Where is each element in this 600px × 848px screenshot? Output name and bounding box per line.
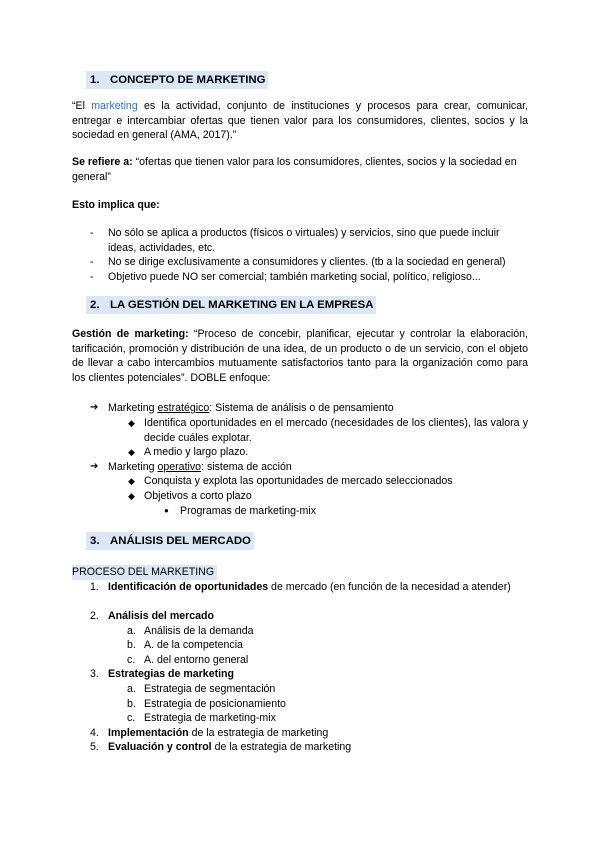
step-text	[108, 580, 530, 595]
arrow-icon: ➔	[90, 402, 99, 413]
section-1-number: 1.	[90, 74, 100, 86]
estrategico-pre: Marketing	[108, 402, 158, 414]
list-item	[128, 445, 528, 460]
step-text	[108, 726, 530, 741]
section-3-title: ANÁLISIS DEL MERCADO	[110, 535, 251, 547]
list-item	[90, 609, 530, 624]
diamond-bullet-icon: ◆	[128, 491, 135, 501]
proceso-title: PROCESO DEL MARKETING	[72, 565, 217, 580]
marketing-operativo-text	[108, 460, 530, 475]
sub-letter: c.	[127, 712, 136, 724]
step-number: 4.	[90, 727, 99, 739]
marketing-operativo-item	[90, 460, 530, 475]
step-text	[108, 740, 530, 755]
step-rest: de la estrategia de marketing	[188, 727, 329, 739]
section-3-heading	[86, 532, 254, 550]
sub-text: A. del entorno general	[144, 654, 249, 666]
implica-label-text: Esto implica que:	[72, 199, 160, 211]
list-item	[90, 580, 530, 595]
diamond-bullet-icon: ◆	[128, 476, 135, 486]
list-item	[127, 697, 527, 712]
operativo-pre: Marketing	[108, 461, 158, 473]
section-1-title: CONCEPTO DE MARKETING	[110, 74, 266, 86]
sub-text: Estrategia de marketing-mix	[144, 712, 276, 724]
gestion-text: “Proceso de concebir, planificar, ejecutar y controlar la elaboración, tarificación, promoción y distribución de una idea, de un producto o de un servicio, con el objeto de llevar a cabo intercambios mutuamente satisfactorios tanto para la organización como para los clientes potenciales”. DOBLE enfoque:	[72, 328, 528, 384]
step-number: 5.	[90, 741, 99, 753]
section-2-title: LA GESTIÓN DEL MARKETING EN LA EMPRESA	[110, 299, 374, 311]
marketing-estrategico-item	[90, 401, 530, 416]
sub-letter: a.	[127, 683, 136, 695]
sub-text: Estrategia de segmentación	[144, 683, 276, 695]
list-item	[90, 726, 530, 741]
marketing-estrategico-text	[108, 401, 530, 416]
section-2-number: 2.	[90, 299, 100, 311]
refiere-label: Se refiere a:	[72, 156, 133, 168]
step-number: 1.	[90, 581, 99, 593]
quote-rest: es la actividad, conjunto de instituciones y procesos para crear, comunicar, entregar e intercambiar ofertas que tienen valor para los consumidores, clientes, socios y la sociedad en general (AMA, 2017).”	[72, 100, 529, 142]
list-item	[128, 489, 528, 504]
list-item	[127, 638, 527, 653]
operativo-post: : sistema de acción	[201, 461, 292, 473]
diamond-bullet-icon: ◆	[128, 418, 135, 428]
operativo-item-text: Objetivos a corto plazo	[144, 490, 252, 502]
step-bold: Implementación	[108, 727, 189, 739]
estrategico-item-text: A medio y largo plazo.	[144, 446, 249, 458]
sub-letter: b.	[127, 639, 136, 651]
step-number: 3.	[90, 668, 99, 680]
section-1-heading	[86, 71, 268, 89]
step-bold: Estrategias de marketing	[108, 668, 234, 680]
step-text	[108, 609, 530, 624]
quote-open: “El	[72, 100, 92, 112]
list-item: - No se dirige exclusivamente a consumidores y clientes. (tb a la sociedad en general)	[90, 255, 528, 270]
sub-letter: b.	[127, 698, 136, 710]
implica-label	[72, 198, 528, 213]
sub-letter: c.	[127, 654, 136, 666]
gestion-label: Gestión de marketing:	[72, 328, 189, 340]
sub-text: A. de la competencia	[144, 639, 243, 651]
sub-letter: a.	[127, 625, 136, 637]
list-item	[128, 474, 528, 489]
step-rest: de mercado (en función de la necesidad a atender)	[268, 581, 511, 593]
estrategico-item-text: Identifica oportunidades en el mercado (necesidades de los clientes), las valora y decide cuáles explotar.	[144, 417, 528, 444]
estrategico-post: : Sistema de análisis o de pensamiento	[209, 402, 394, 414]
dot-bullet-icon: ●	[164, 506, 169, 515]
implica-list	[90, 226, 528, 284]
estrategico-underlined: estratégico	[157, 402, 210, 414]
marketing-link[interactable]: marketing	[91, 100, 138, 112]
step-text	[108, 667, 530, 682]
list-item	[90, 740, 530, 755]
list-item	[164, 504, 524, 519]
list-item	[127, 711, 527, 726]
sub-text: Estrategia de posicionamiento	[144, 698, 286, 710]
operativo-underlined: operativo	[157, 461, 202, 473]
list-item	[128, 416, 528, 445]
marketing-definition-paragraph	[72, 99, 528, 143]
step-rest: de la estrategia de marketing	[211, 741, 352, 753]
operativo-item-text: Conquista y explota las oportunidades de mercado seleccionados	[144, 475, 453, 487]
step-bold: Evaluación y control	[108, 741, 212, 753]
section-3-number: 3.	[90, 535, 100, 547]
arrow-icon: ➔	[90, 461, 99, 472]
step-bold: Identificación de oportunidades	[108, 581, 269, 593]
list-item	[90, 667, 530, 682]
gestion-paragraph	[72, 327, 528, 385]
step-number: 2.	[90, 610, 99, 622]
diamond-bullet-icon: ◆	[128, 447, 135, 457]
list-item: - Objetivo puede NO ser comercial; también marketing social, político, religioso...	[90, 270, 528, 285]
list-item: - No sólo se aplica a productos (físicos o virtuales) y servicios, sino que puede incluir ideas, actividades, etc.	[90, 226, 528, 255]
refiere-text: “ofertas que tienen valor para los consumidores, clientes, socios y la sociedad en general”	[72, 156, 517, 183]
list-item	[127, 682, 527, 697]
refiere-paragraph	[72, 155, 528, 184]
list-item	[127, 653, 527, 668]
sub-text: Análisis de la demanda	[144, 625, 254, 637]
list-item	[127, 624, 527, 639]
operativo-subitem-text: Programas de marketing-mix	[180, 505, 316, 517]
step-bold: Análisis del mercado	[108, 610, 214, 622]
section-2-heading	[86, 296, 376, 314]
